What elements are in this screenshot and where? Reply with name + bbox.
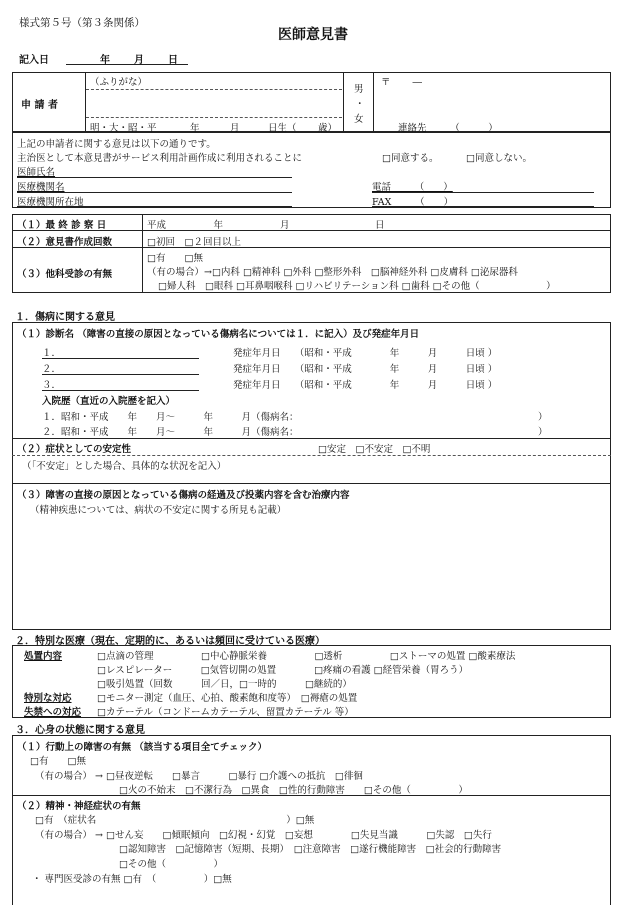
institution-address-line[interactable] [17, 206, 292, 207]
phone-label: 電話 （ ） [372, 182, 453, 193]
fax-label: FAX （ ） [372, 197, 454, 208]
birth-era[interactable]: 明・大・昭・平 [90, 123, 157, 134]
entry-date-month[interactable]: 月 [134, 55, 144, 66]
divider [343, 72, 344, 132]
furigana-divider [86, 89, 342, 90]
age-label: 歳） [318, 123, 338, 134]
stability-divider [12, 455, 611, 456]
behavior-options-2[interactable]: □火の不始末 □不潔行為 □異食 □性的行動障害 □その他（ ） [119, 785, 468, 796]
course-textarea[interactable] [30, 518, 600, 622]
name-divider [86, 117, 342, 118]
report-count-label: （２）意見書作成回数 [17, 237, 113, 248]
institution-address-label: 医療機関所在地 [17, 197, 84, 208]
onset-2[interactable]: 発症年月日 （昭和・平成 年 月 日頃 ） [233, 364, 498, 375]
last-exam-value[interactable]: 平成 年 月 日 [147, 220, 385, 231]
birth-day: 日生（ [268, 123, 297, 134]
behavior-options-1[interactable]: （有の場合） → □昼夜逆転 □暴言 □暴行 □介護への抵抗 □徘徊 [35, 771, 363, 782]
birth-month: 月 [230, 123, 240, 134]
admission-title: 入院歴（直近の入院歴を記入） [42, 396, 176, 407]
furigana-label: （ふりがな） [90, 77, 148, 88]
institution-name-line[interactable] [17, 192, 292, 193]
form-number: 様式第５号（第３条関係） [19, 17, 145, 29]
other-dept-yn[interactable]: □有 □無 [147, 253, 203, 264]
divider [85, 72, 86, 132]
diagnosis-1-line [42, 358, 199, 359]
doctor-statement: 上記の申請者に関する意見は以下の通りです。 [17, 139, 216, 150]
treatment-row-3[interactable]: □吸引処置（回数 回／日，□一時的 □継続的） [97, 679, 352, 690]
behavior-yn[interactable]: □有 □無 [30, 756, 86, 767]
doctor-name-label: 医師氏名 [17, 167, 56, 178]
stability-title: （２）症状としての安定性 [17, 444, 132, 455]
diagnosis-2-line [42, 374, 199, 375]
diagnosis-3[interactable]: ３． [42, 380, 62, 391]
other-dept-list-1[interactable]: （有の場合）→□内科 □精神科 □外科 □整形外科 □脳神経外科 □皮膚科 □泌尿器科 [147, 267, 518, 278]
admission-1-close: ） [538, 412, 548, 423]
incontinence-row[interactable]: □カテーテル（コンドームカテーテル、留置カテーテル 等） [97, 707, 354, 718]
birth-year: 年 [190, 123, 200, 134]
section3-title: ３．心身の状態に関する意見 [15, 725, 145, 736]
treatment-label: 処置内容 [24, 651, 63, 662]
mental-yn[interactable]: □有 （症状名 ）□無 [35, 815, 315, 826]
special-label: 特別な対応 [24, 693, 72, 704]
phone-line[interactable] [372, 192, 594, 193]
admission-2[interactable]: ２．昭和・平成 年 月〜 年 月（傷病名： [42, 427, 299, 438]
entry-date-year[interactable]: 年 [100, 55, 110, 66]
course-note: （精神疾患については、病状の不安定に関する所見も記載） [30, 505, 287, 516]
stability-note: （「不安定」とした場合、具体的な状況を記入） [22, 461, 227, 472]
diagnosis-1[interactable]: １． [42, 348, 62, 359]
mental-options-2[interactable]: □認知障害 □記憶障害（短期、長期） □注意障害 □遂行機能障害 □社会的行動障害 [119, 844, 502, 855]
mental-options-3[interactable]: □その他（ ） [119, 859, 223, 870]
divider [142, 214, 143, 293]
course-title: （３）障害の直接の原因となっている傷病の経過及び投薬内容を含む治療内容 [17, 490, 350, 501]
fax-line[interactable] [372, 206, 594, 207]
consent-statement: 主治医として本意見書がサービス利用計画作成に利用されることに [17, 153, 303, 164]
onset-3[interactable]: 発症年月日 （昭和・平成 年 月 日頃 ） [233, 380, 498, 391]
treatment-row-1[interactable]: □点滴の管理 □中心静脈栄養 □透析 □ストーマの処置 □酸素療法 [97, 651, 516, 662]
page-title: 医師意見書 [278, 27, 348, 43]
gender-male[interactable]: 男 [354, 84, 364, 95]
other-dept-label: （３）他科受診の有無 [17, 269, 113, 280]
divider [12, 483, 611, 484]
section2-title: ２．特別な医療（現在、定期的に、あるいは頻回に受けている医療） [15, 636, 325, 647]
mental-title: （２）精神・神経症状の有無 [17, 801, 141, 812]
consent-disagree-checkbox[interactable]: □同意しない。 [466, 153, 532, 164]
report-count-options[interactable]: □初回 □２回目以上 [147, 237, 241, 248]
diagnosis-2[interactable]: ２． [42, 364, 62, 375]
consent-agree-checkbox[interactable]: □同意する。 [382, 153, 439, 164]
admission-2-close: ） [538, 427, 548, 438]
divider [373, 72, 374, 132]
divider [12, 438, 611, 439]
applicant-label: 申 請 者 [21, 100, 58, 111]
stability-options[interactable]: □安定 □不安定 □不明 [318, 444, 431, 455]
onset-1[interactable]: 発症年月日 （昭和・平成 年 月 日頃 ） [233, 348, 498, 359]
special-row[interactable]: □モニター測定（血圧、心拍、酸素飽和度等） □褥瘡の処置 [97, 693, 358, 704]
treatment-row-2[interactable]: □レスピレーター □気管切開の処置 □疼痛の看護 □経管栄養（胃ろう） [97, 665, 469, 676]
entry-date-label: 記入日 [19, 55, 49, 66]
postal-code[interactable]: 〒 ― [381, 77, 423, 88]
entry-date-day[interactable]: 日 [168, 55, 178, 66]
gender-separator: ・ [355, 99, 365, 110]
diagnosis-title: （１）診断名 （障害の直接の原因となっている傷病名については１．に記入）及び発症年月日 [17, 329, 420, 340]
diagnosis-3-line [42, 390, 199, 391]
doctor-name-line[interactable] [17, 177, 292, 178]
contact-phone[interactable]: 連絡先 （ ） [398, 123, 498, 134]
last-exam-label: （１）最 終 診 察 日 [17, 220, 107, 231]
admission-1[interactable]: １．昭和・平成 年 月〜 年 月（傷病名： [42, 412, 299, 423]
mental-options-1[interactable]: （有の場合） → □せん妄 □傾眠傾向 □幻視・幻覚 □妄想 □失見当識 □失認 □失行 [35, 830, 492, 841]
incontinence-label: 失禁への対応 [24, 707, 82, 718]
section1-title: １．傷病に関する意見 [15, 312, 115, 323]
specialist-visit[interactable]: ・ 専門医受診の有無 □有 （ ）□無 [32, 874, 232, 885]
behavior-title: （１）行動上の障害の有無 （該当する項目全てチェック） [17, 742, 268, 753]
institution-name-label: 医療機関名 [17, 182, 65, 193]
other-dept-list-2[interactable]: □婦人科 □眼科 □耳鼻咽喉科 □リハビリテーション科 □歯科 □その他（ ） [158, 281, 556, 292]
gender-female[interactable]: 女 [354, 114, 364, 125]
divider [12, 795, 611, 796]
